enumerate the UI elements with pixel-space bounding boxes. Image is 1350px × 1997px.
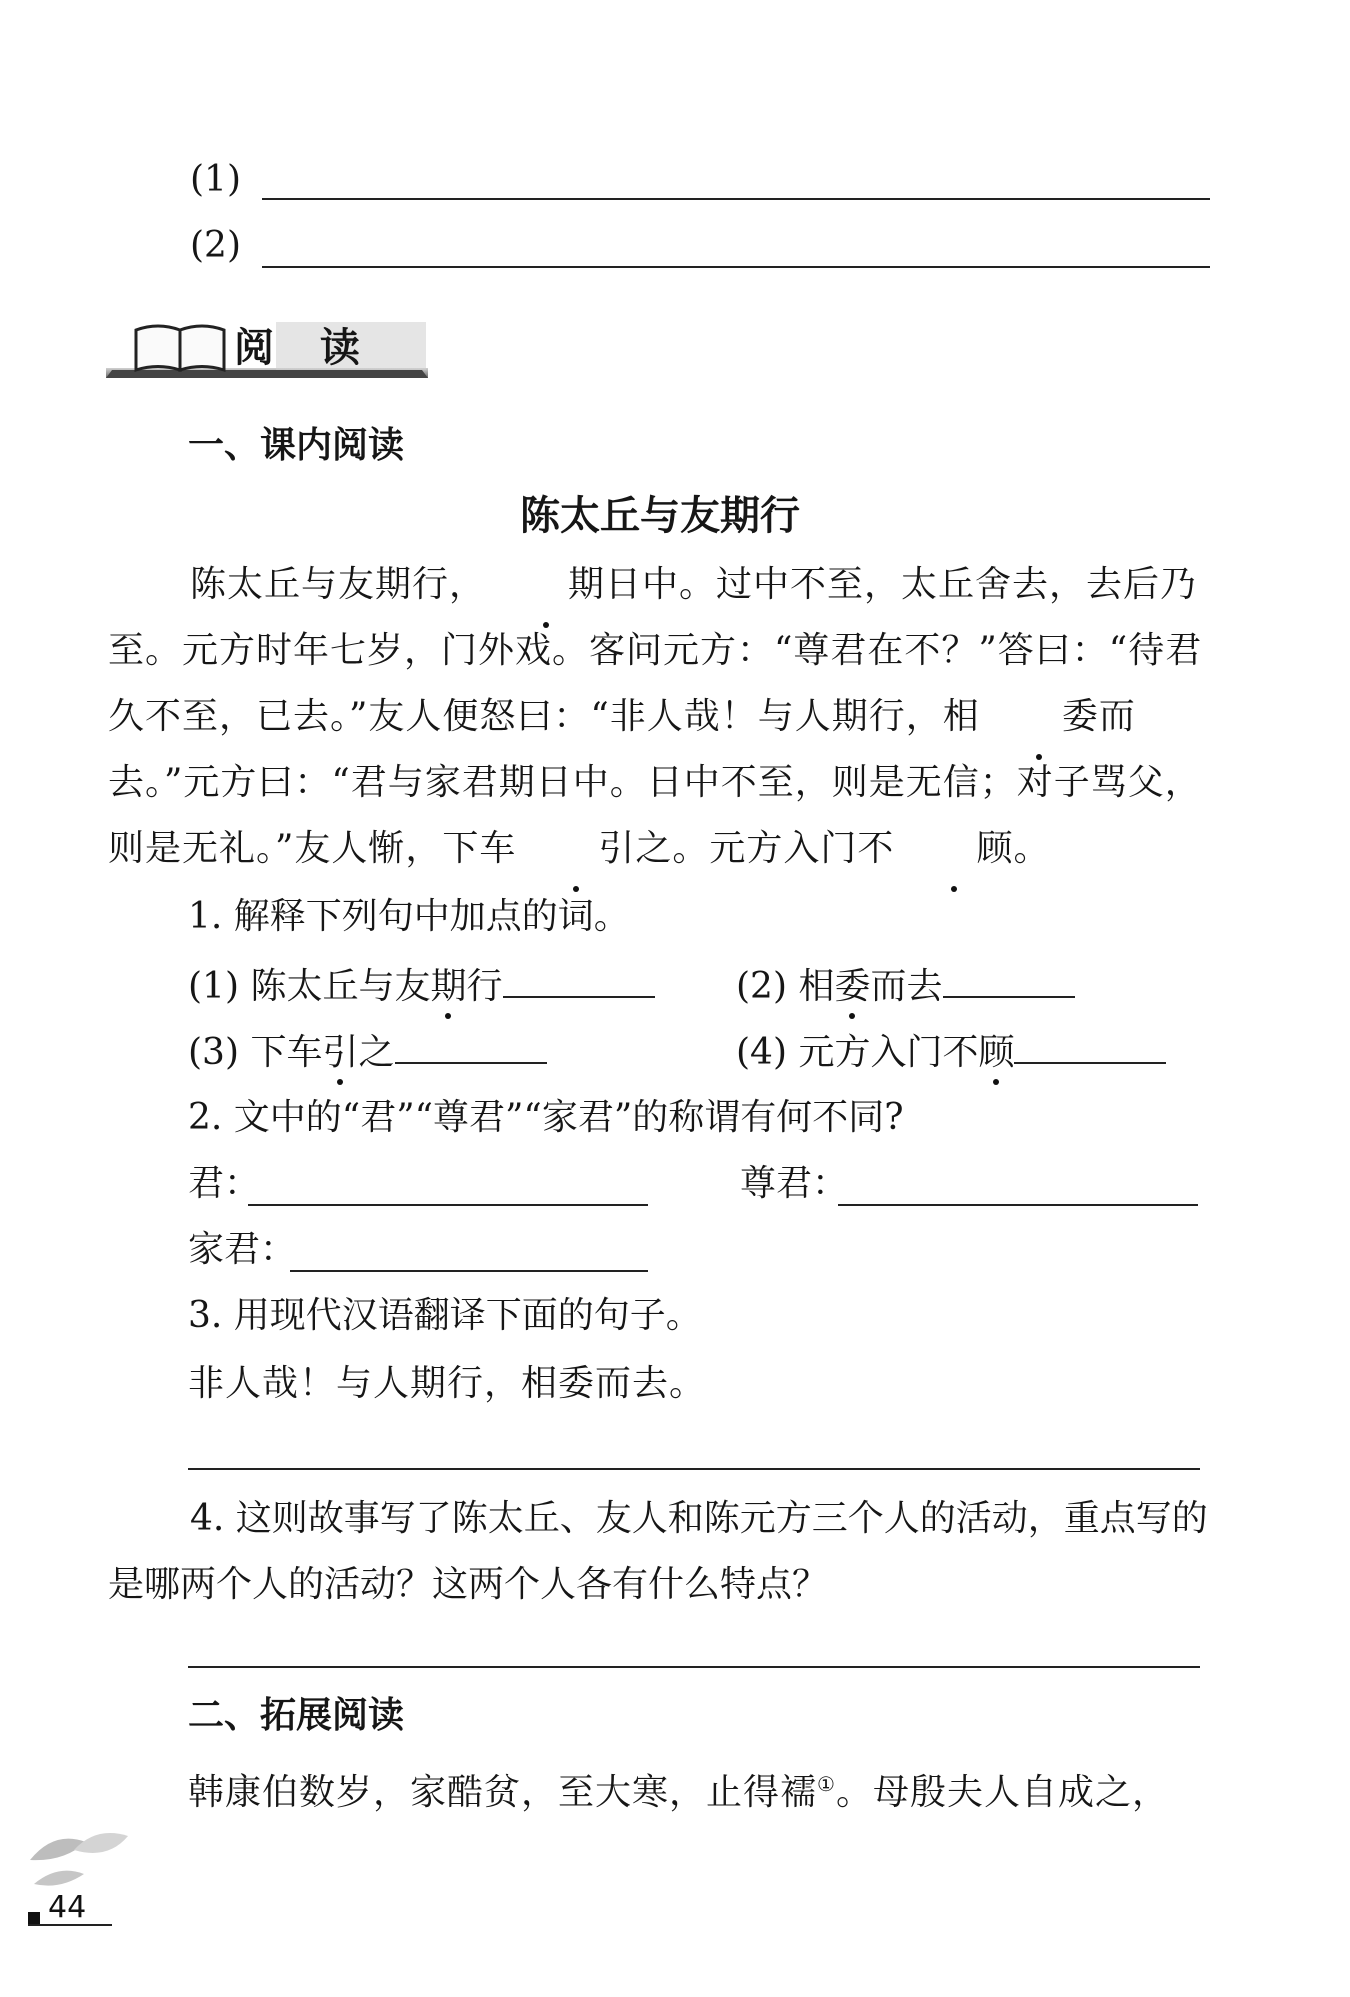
q1-answer-blank-1[interactable] — [503, 962, 655, 998]
page-number: 44 — [48, 1890, 87, 1925]
q2-label-zunjun: 尊君： — [740, 1163, 849, 1204]
question-4-prompt: 4. 这则故事写了陈太丘、友人和陈元方三个人的活动，重点写的是哪两个人的活动？这两个人各有什么特点？ — [108, 1498, 1208, 1605]
q3-sentence: 非人哉！与人期行，相委而去。 — [188, 1363, 707, 1404]
q1-answer-blank-4[interactable] — [1014, 1028, 1166, 1064]
q2-label-jun: 君： — [188, 1163, 261, 1204]
answer-line-1[interactable] — [262, 198, 1210, 200]
q1-answer-blank-3[interactable] — [395, 1028, 547, 1064]
q3-answer-line[interactable] — [188, 1468, 1200, 1470]
part2-heading: 二、拓展阅读 — [188, 1695, 405, 1736]
question-1-prompt: 1. 解释下列句中加点的词。 — [188, 896, 630, 937]
extended-reading-text: 韩康伯数岁，家酷贫，至大寒，止得襦①。母殷夫人自成之， — [188, 1772, 1169, 1813]
classical-passage: 陈太丘与友期行， 期日中。过中不至，太丘舍去，去后乃至。元方时年七岁，门外戏。客问元方：“尊君在不？”答曰：“待君久不至，已去。”友人便怒曰：“非人哉！与人期行，相 委而去。”元方曰：“君与家君期日中。日中不至，则是无信；对子骂父，则是无礼。”友人惭，下车 引之。元方入门不 顾。 — [108, 552, 1220, 882]
page-number-underline — [28, 1924, 112, 1926]
q1-item-1: (1) 陈太丘与友期行 — [188, 962, 655, 1009]
q2-answer-line-jiajun[interactable] — [290, 1270, 648, 1272]
part1-heading: 一、课内阅读 — [188, 425, 405, 466]
q4-answer-line[interactable] — [188, 1666, 1200, 1668]
answer-line-label-2: (2) — [190, 225, 241, 266]
question-2-prompt: 2. 文中的“君”“尊君”“家君”的称谓有何不同? — [188, 1097, 904, 1138]
reading-section-title: 阅 读 — [234, 325, 366, 371]
q2-answer-line-jun[interactable] — [248, 1204, 648, 1206]
reading-section-banner — [106, 318, 428, 382]
q2-label-jiajun: 家君： — [188, 1229, 297, 1270]
q1-item-3: (3) 下车引之 — [188, 1028, 547, 1075]
answer-line-2[interactable] — [262, 266, 1210, 268]
q1-answer-blank-2[interactable] — [943, 962, 1075, 998]
leaf-decoration-icon — [24, 1820, 134, 1890]
q2-answer-line-zunjun[interactable] — [838, 1204, 1198, 1206]
question-3-prompt: 3. 用现代汉语翻译下面的句子。 — [188, 1295, 702, 1336]
passage-title: 陈太丘与友期行 — [520, 493, 800, 539]
answer-line-label-1: (1) — [190, 159, 241, 200]
footnote-marker: ① — [817, 1772, 836, 1796]
page-number-marker — [28, 1912, 40, 1924]
q1-item-2: (2) 相委而去 — [736, 962, 1075, 1009]
q1-item-4: (4) 元方入门不顾 — [736, 1028, 1166, 1075]
